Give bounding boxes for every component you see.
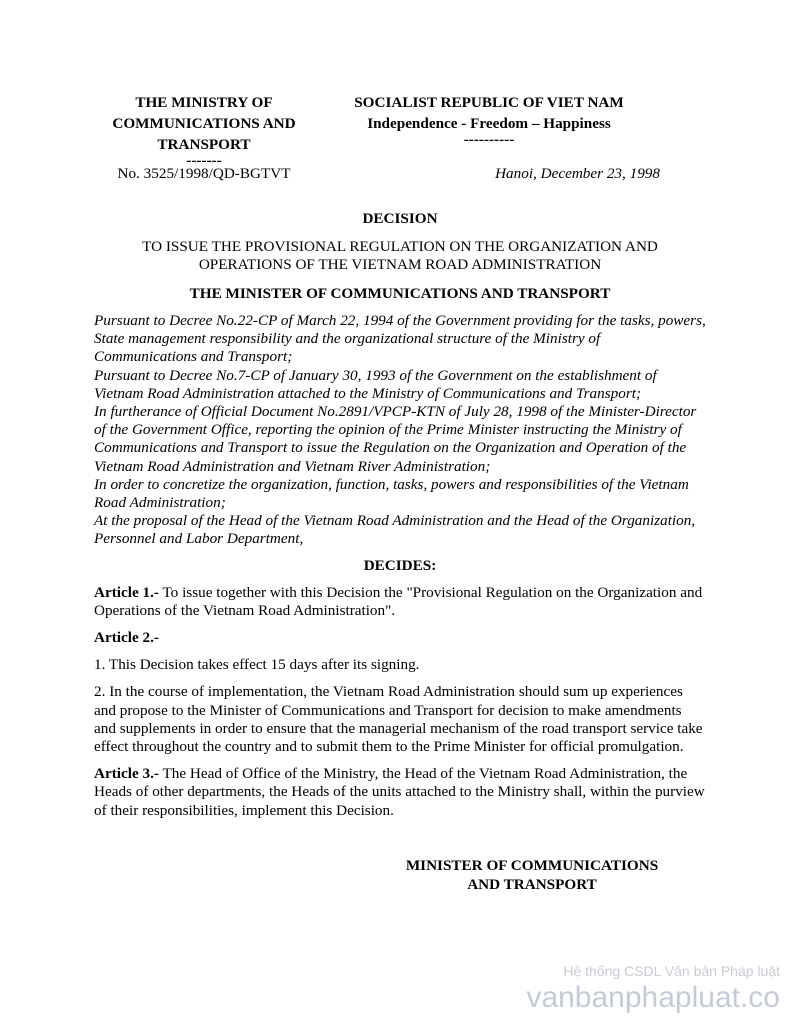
signatory-title: AND TRANSPORT [467, 876, 597, 893]
article-label: Article 3.- [94, 765, 159, 783]
issue-date: Hanoi, December 23, 1998 [495, 165, 660, 182]
national-title-block [344, 92, 634, 146]
document-number: No. 3525/1998/QD-BGTVT [117, 165, 291, 182]
article-clause: 2. In the course of implementation, the Vietnam Road Administration should sum up experiences and propose to the Minister of Communications and Transport for decision to make amendments and supplements in order to ensure that the managerial mechanism of the road transport service take effect throughout the country and to submit them to the Prime Minister for official promulgation. [94, 683, 703, 756]
signatory-title: MINISTER OF COMMUNICATIONS [405, 857, 659, 874]
signature-block [397, 856, 667, 894]
article-text: The Head of Office of the Ministry, the Head of the Vietnam Road Administration, the Heads of other departments, the Heads of the units attached to the Ministry shall, within the purview of their responsibilities, implement this Decision. [94, 765, 705, 819]
document-title: DECISION [362, 210, 438, 227]
watermark-site: vanbanphapluat.co [526, 981, 780, 1014]
national-motto: Independence - Freedom – Happiness [367, 115, 611, 132]
watermark-caption: Hệ thống CSDL Văn bản Pháp luật [563, 963, 780, 979]
document-page [94, 92, 706, 820]
article-2 [94, 629, 706, 756]
preamble [94, 312, 706, 549]
watermark [526, 962, 780, 1016]
agency-name-line: THE MINISTRY OF [135, 94, 273, 111]
article-clause: 1. This Decision takes effect 15 days after its signing. [94, 656, 420, 674]
preamble-paragraph: Pursuant to Decree No.7-CP of January 30, 1993 of the Government on the establishment of Vietnam Road Administration attached to the Ministry of Communications and Transport; [94, 366, 657, 402]
document-subtitle: TO ISSUE THE PROVISIONAL REGULATION ON THE ORGANIZATION AND OPERATIONS OF THE VIETNAM ROAD ADMINISTRATION [142, 238, 658, 273]
article-text: To issue together with this Decision the "Provisional Regulation on the Organization and Operations of the Vietnam Road Administration". [94, 583, 703, 619]
preamble-paragraph: In furtherance of Official Document No.2891/VPCP-KTN of July 28, 1998 of the Minister-Director of the Government Office, reporting the opinion of the Prime Minister instructing the Ministry of Communications and Transport to issue the Regulation on the Organization and Operation of the Vietnam Road Administration and Vietnam River Administration; [94, 403, 697, 475]
article-3 [94, 765, 706, 820]
decides-heading: DECIDES: [363, 556, 437, 574]
national-separator: ---------- [463, 131, 515, 148]
article-label: Article 1.- [94, 583, 159, 601]
agency-separator: ------- [186, 152, 222, 169]
article-1 [94, 584, 706, 620]
issuer-title: THE MINISTER OF COMMUNICATIONS AND TRANSPORT [189, 285, 611, 302]
agency-name-line: TRANSPORT [157, 136, 251, 153]
preamble-paragraph: Pursuant to Decree No.22-CP of March 22, 1994 of the Government providing for the tasks, powers, State management responsibility and the organizational structure of the Ministry of Communications and Transport; [94, 312, 706, 366]
article-label: Article 2.- [94, 629, 159, 647]
document-header [94, 92, 706, 189]
issuing-agency-block [94, 92, 314, 167]
preamble-paragraph: At the proposal of the Head of the Vietnam Road Administration and the Head of the Organization, Personnel and Labor Department, [94, 512, 696, 548]
national-title: SOCIALIST REPUBLIC OF VIET NAM [354, 94, 624, 111]
agency-name-line: COMMUNICATIONS AND [112, 115, 296, 132]
preamble-paragraph: In order to concretize the organization, function, tasks, powers and responsibilities of the Vietnam Road Administration; [94, 475, 689, 512]
